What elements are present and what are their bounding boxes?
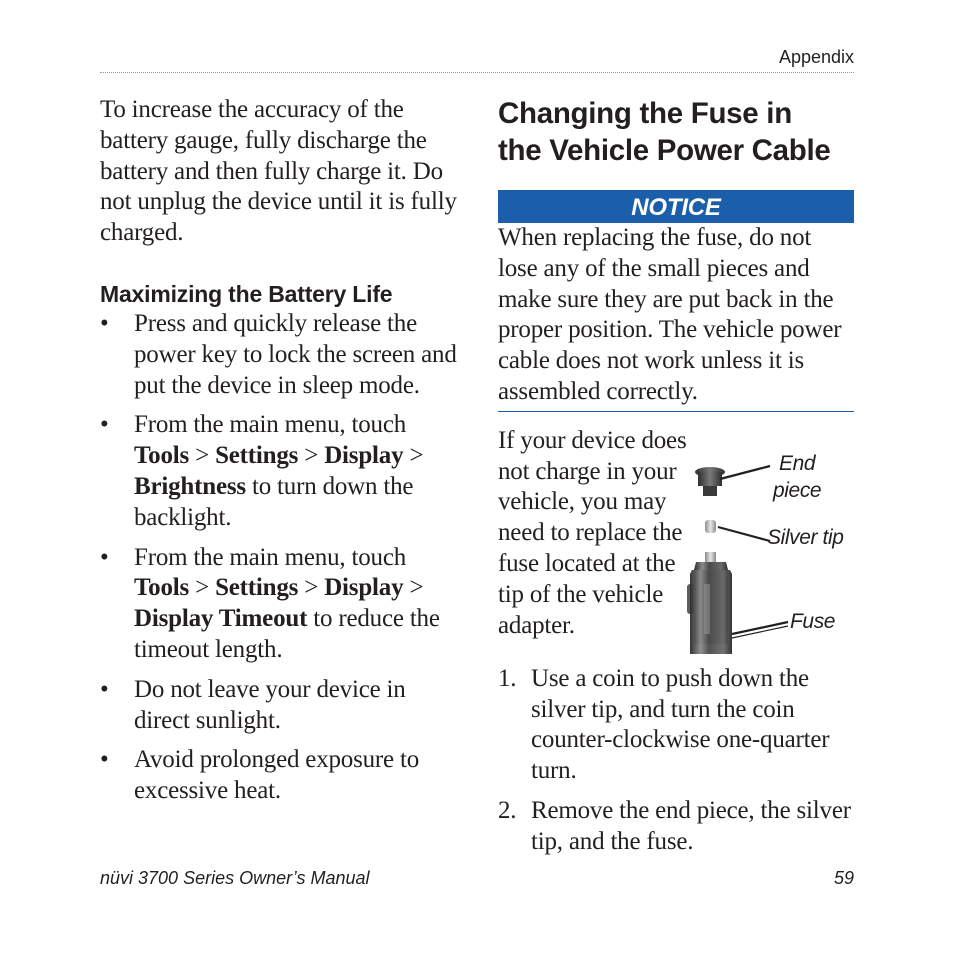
header-divider [100, 72, 854, 73]
menu-path-settings: Settings [215, 442, 299, 470]
list-item: • From the main menu, touch Tools > Settings > Display > Brightness to turn down the backlight. [100, 411, 424, 531]
fuse-adapter-body [687, 552, 732, 654]
bullet-icon: • [100, 746, 109, 774]
list-item: • Press and quickly release the power key to lock the screen and put the device in sleep mode. [100, 309, 457, 399]
notice-banner: NOTICE [498, 190, 854, 223]
bullet-icon: • [100, 675, 109, 703]
end-piece-label: End [779, 451, 816, 475]
menu-path-settings: Settings [215, 574, 299, 602]
silver-tip-part [705, 520, 716, 533]
fuse-label: Fuse [790, 609, 836, 633]
fuse-figure-section [498, 426, 854, 656]
fuse-intro-paragraph: If your device does not charge in your vehicle, you may need to replace the fuse located at the tip of the vehicle adapter. [498, 426, 687, 639]
battery-tips-list [100, 309, 465, 807]
menu-path-tools: Tools [134, 442, 190, 470]
notice-text: When replacing the fuse, do not lose any of the small pieces and make sure they are put back in the proper position. The vehicle power cable does not work unless it is assembled correctly. [498, 223, 854, 412]
end-piece-part [695, 467, 725, 496]
right-column [498, 95, 854, 867]
silver-tip-label: Silver tip [767, 525, 844, 549]
menu-path-display-timeout: Display Timeout [134, 605, 308, 633]
list-item: 1. Use a coin to push down the silver tip, and turn the coin counter-clockwise one-quarter turn. [498, 664, 830, 785]
battery-gauge-paragraph: To increase the accuracy of the battery gauge, fully discharge the battery and then fully charge it. Do not unplug the device until it is fully charged. [100, 96, 457, 247]
menu-path-display: Display [324, 442, 404, 470]
footer-page-number: 59 [833, 868, 854, 888]
list-item: • Avoid prolonged exposure to excessive heat. [100, 746, 420, 805]
list-item: 2. Remove the end piece, the silver tip, and the fuse. [498, 796, 851, 855]
menu-path-display: Display [324, 574, 404, 602]
vehicle-adapter-figure [684, 434, 854, 654]
bullet-icon: • [100, 411, 109, 439]
bullet-icon: • [100, 309, 109, 337]
fuse-replacement-steps [498, 664, 854, 858]
step-number: 2. [498, 796, 517, 824]
step-number: 1. [498, 664, 517, 692]
footer-manual-title: nüvi 3700 Series Owner’s Manual [100, 868, 370, 888]
bullet-icon: • [100, 543, 109, 571]
list-item: • Do not leave your device in direct sunlight. [100, 675, 406, 734]
end-piece-label-line2: piece [773, 478, 822, 502]
left-column [100, 95, 465, 816]
fuse-section-heading: Changing the Fuse in the Vehicle Power Cable [498, 97, 831, 167]
battery-life-heading: Maximizing the Battery Life [100, 280, 393, 307]
running-header-section: Appendix [778, 47, 854, 67]
menu-path-tools: Tools [134, 574, 190, 602]
menu-path-brightness: Brightness [134, 472, 246, 500]
list-item: • From the main menu, touch Tools > Settings > Display > Display Timeout to reduce the timeout length. [100, 543, 440, 663]
